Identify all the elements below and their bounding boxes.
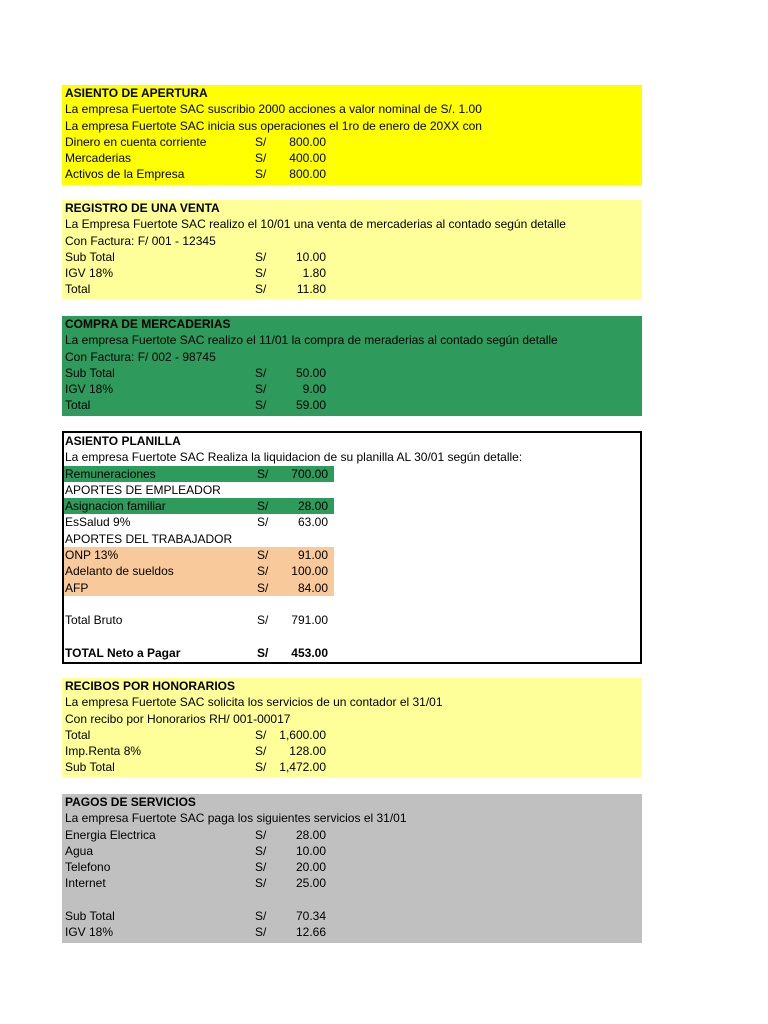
item-row: Agua S/ 10.00: [65, 843, 326, 858]
text-line: La empresa Fuertote SAC solicita los servicios de un contador el 31/01: [65, 695, 443, 710]
item-row: Sub Total S/ 50.00: [65, 365, 326, 380]
venta-section: [62, 200, 642, 299]
item-row-essalud: EsSalud 9% S/ 63.00: [65, 515, 328, 530]
item-row: Total S/ 11.80: [65, 282, 326, 297]
total-neto-row: TOTAL Neto a Pagar S/ 453.00: [65, 645, 328, 660]
item-row: Total S/ 59.00: [65, 398, 326, 413]
item-row: Activos de la Empresa S/ 800.00: [65, 167, 326, 182]
item-row-asignacion: Asignacion familiar S/ 28.00: [64, 498, 334, 514]
item-row: Sub Total S/ 10.00: [65, 249, 326, 264]
spacer: [62, 892, 642, 908]
servicios-section: [62, 794, 642, 943]
compra-section: [62, 316, 642, 416]
subheading-aportes-empleador: APORTES DE EMPLEADOR: [65, 482, 221, 497]
item-row-afp: AFP S/ 84.00: [64, 580, 334, 596]
item-row: Imp.Renta 8% S/ 128.00: [65, 744, 326, 759]
text-line: La empresa Fuertote SAC inicia sus operaciones el 1ro de enero de 20XX con: [65, 118, 482, 133]
spacer: [64, 629, 640, 645]
total-row: Sub Total S/ 70.34: [65, 909, 326, 924]
honorarios-section: [62, 678, 642, 777]
text-line: La Empresa Fuertote SAC realizo el 10/01 una venta de mercaderias al contado según detalle: [65, 217, 566, 232]
section-title: ASIENTO PLANILLA: [65, 434, 181, 448]
item-row-remuneraciones: Remuneraciones S/ 700.00: [64, 466, 334, 482]
apertura-section: [62, 85, 642, 185]
spacer: [64, 596, 640, 612]
text-line: Con Factura: F/ 001 - 12345: [65, 233, 216, 248]
item-row: Energia Electrica S/ 28.00: [65, 827, 326, 842]
text-line: La empresa Fuertote SAC realizo el 11/01 la compra de meraderias al contado según detalle: [65, 333, 558, 348]
item-row: Total S/ 1,600.00: [65, 727, 326, 742]
total-row: IGV 18% S/ 12.66: [65, 925, 326, 940]
section-title: ASIENTO DE APERTURA: [65, 86, 208, 100]
total-bruto-row: Total Bruto S/ 791.00: [65, 613, 328, 628]
text-line: La empresa Fuertote SAC Realiza la liquidacion de su planilla AL 30/01 según detalle:: [65, 450, 523, 465]
text-line: Con recibo por Honorarios RH/ 001-00017: [65, 711, 291, 726]
section-title: RECIBOS POR HONORARIOS: [65, 679, 236, 693]
planilla-section: [62, 431, 642, 664]
text-line: Con Factura: F/ 002 - 98745: [65, 349, 216, 364]
section-title: REGISTRO DE UNA VENTA: [65, 201, 220, 215]
item-row: Telefono S/ 20.00: [65, 860, 326, 875]
text-line: La empresa Fuertote SAC paga los siguientes servicios el 31/01: [65, 811, 407, 826]
item-row: IGV 18% S/ 9.00: [65, 382, 326, 397]
item-row: Dinero en cuenta corriente S/ 800.00: [65, 134, 326, 149]
item-row: IGV 18% S/ 1.80: [65, 266, 326, 281]
item-row-onp: ONP 13% S/ 91.00: [64, 547, 334, 563]
item-row: Mercaderias S/ 400.00: [65, 151, 326, 166]
item-row: Internet S/ 25.00: [65, 876, 326, 891]
item-row: Sub Total S/ 1,472.00: [65, 760, 326, 775]
text-line: La empresa Fuertote SAC suscribio 2000 acciones a valor nominal de S/. 1.00: [65, 102, 482, 117]
section-title: PAGOS DE SERVICIOS: [65, 795, 196, 809]
item-row-adelanto: Adelanto de sueldos S/ 100.00: [64, 563, 334, 579]
subheading-aportes-trabajador: APORTES DEL TRABAJADOR: [65, 531, 233, 546]
section-title: COMPRA DE MERCADERIAS: [65, 317, 231, 331]
